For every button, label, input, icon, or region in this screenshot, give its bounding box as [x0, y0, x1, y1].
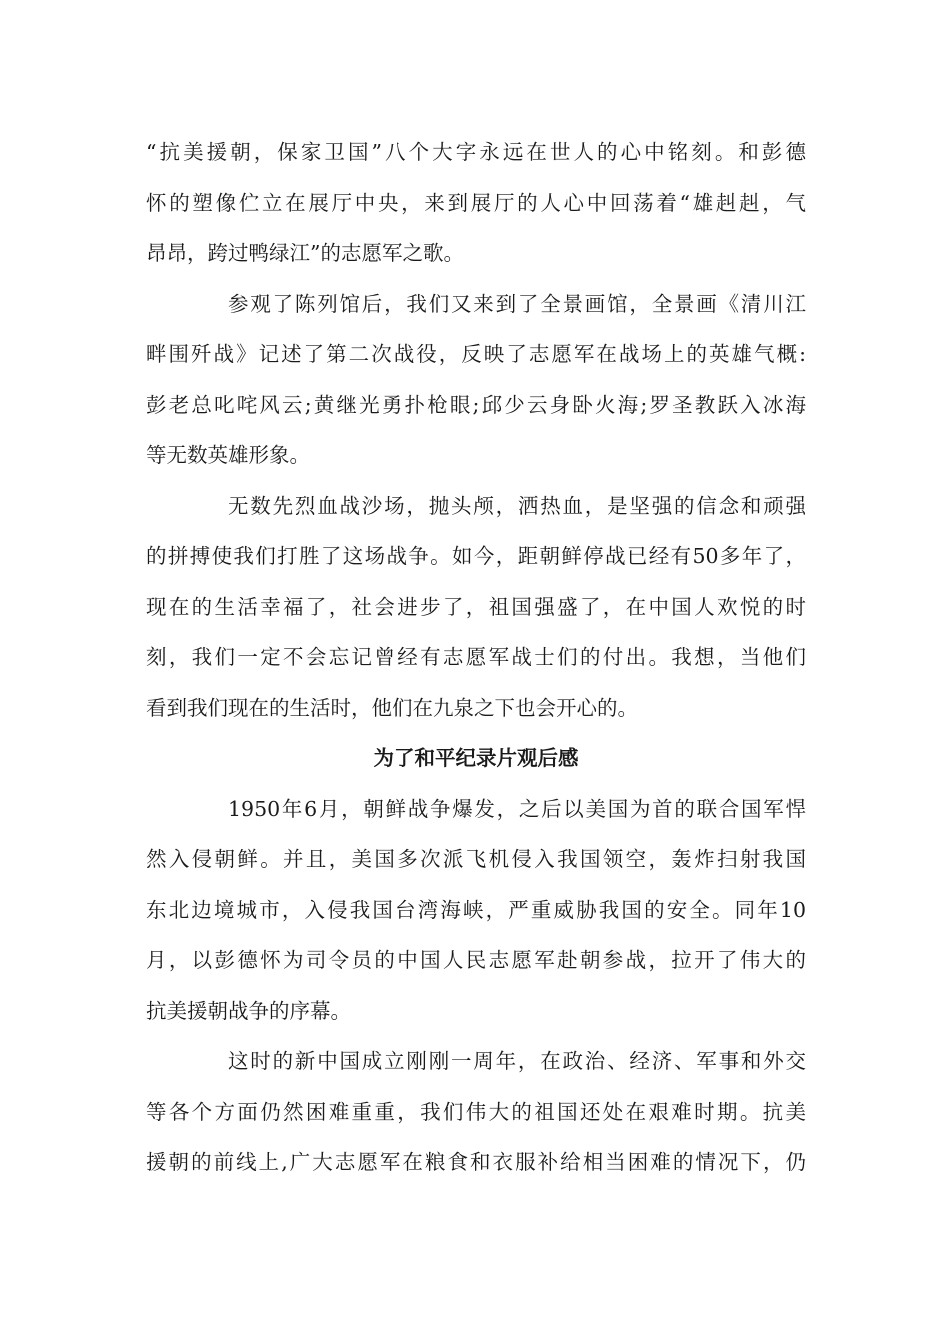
text-line: 畔围歼战》记述了第二次战役，反映了志愿军在战场上的英雄气概:	[146, 342, 806, 366]
text-line: 等无数英雄形象。	[146, 443, 310, 467]
text-line: 这时的新中国成立刚刚一周年，在政治、经济、军事和外交	[228, 1049, 806, 1073]
text-line: 无数先烈血战沙场，抛头颅，洒热血，是坚强的信念和顽强	[228, 493, 806, 518]
paragraph-5	[146, 1036, 806, 1188]
text-line: 等各个方面仍然困难重重，我们伟大的祖国还处在艰难时期。抗美	[146, 1099, 806, 1124]
text-line: 刻，我们一定不会忘记曾经有志愿军战士们的付出。我想，当他们	[146, 645, 806, 669]
section-title: 为了和平纪录片观后感	[373, 746, 579, 770]
paragraph-1	[146, 127, 806, 279]
text-line: 的拼搏使我们打胜了这场战争。如今，距朝鲜停战已经有50多年了，	[146, 544, 806, 568]
paragraph-4	[146, 784, 806, 1037]
text-line: 然入侵朝鲜。并且，美国多次派飞机侵入我国领空，轰炸扫射我国	[146, 847, 806, 871]
text-line: 彭老总叱咤风云;黄继光勇扑枪眼;邱少云身卧火海;罗圣教跃入冰海	[146, 392, 806, 417]
text-line: 月，以彭德怀为司令员的中国人民志愿军赴朝参战，拉开了伟大的	[146, 948, 806, 972]
paragraph-2	[146, 279, 806, 481]
text-line: “抗美援朝，保家卫国”八个大字永远在世人的心中铭刻。和彭德	[146, 140, 806, 164]
text-line: 1950年6月，朝鲜战争爆发，之后以美国为首的联合国军悍	[228, 796, 806, 821]
document-body	[146, 127, 806, 1188]
text-line: 援朝的前线上,广大志愿军在粮食和衣服补给相当困难的情况下，仍	[146, 1150, 806, 1174]
text-line: 现在的生活幸福了，社会进步了，祖国强盛了，在中国人欢悦的时	[146, 594, 806, 619]
text-line: 看到我们现在的生活时，他们在九泉之下也会开心的。	[146, 695, 638, 720]
paragraph-3	[146, 481, 806, 734]
text-line: 抗美援朝战争的序幕。	[146, 998, 351, 1023]
text-line: 东北边境城市，入侵我国台湾海峡，严重威胁我国的安全。同年10	[146, 897, 806, 922]
text-line: 昂昂，跨过鸭绿江”的志愿军之歌。	[146, 241, 464, 265]
text-line: 参观了陈列馆后，我们又来到了全景画馆，全景画《清川江	[228, 291, 806, 316]
text-line: 怀的塑像伫立在展厅中央，来到展厅的人心中回荡着“雄赳赳，气	[146, 190, 806, 215]
